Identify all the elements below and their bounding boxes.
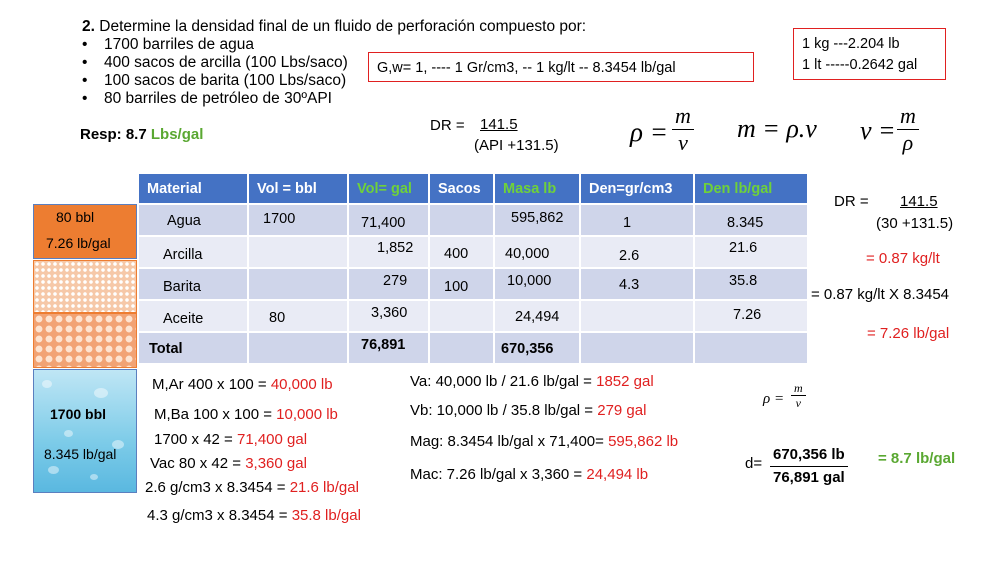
cell-material: Arcilla: [163, 247, 203, 263]
problem-item: • 400 sacos de arcilla (100 Lbs/saco): [82, 54, 586, 72]
calc-clay-mass: M,Ar 400 x 100 = 40,000 lb: [152, 376, 333, 393]
oil-density: 7.26 lb/gal: [46, 235, 111, 251]
problem-item: • 80 barriles de petróleo de 30ºAPI: [82, 90, 586, 108]
cell-den-grcm3: 2.6: [619, 248, 640, 264]
table-row: [139, 204, 808, 236]
volume-formula-lhs: v =: [860, 116, 896, 145]
small-rho-lhs: ρ =: [763, 391, 785, 407]
cell-vol-bbl: 80: [269, 310, 286, 326]
dr-calc-den: (30 +131.5): [876, 215, 954, 232]
dr-formula-label: DR =: [430, 117, 465, 134]
dr-formula-num: 141.5: [480, 116, 518, 133]
tank-clay-layer: [33, 260, 137, 313]
table-row: [139, 332, 808, 363]
cell-masa-lb: 10,000: [507, 273, 552, 289]
calc-clay-volume: Va: 40,000 lb / 21.6 lb/gal = 1852 gal: [410, 373, 654, 390]
cell-vol-gal: 1,852: [377, 240, 414, 256]
cell-sacos: 400: [444, 246, 469, 262]
oil-density-result: = 7.26 lb/gal: [867, 325, 950, 342]
calc-oil-volume: Vac 80 x 42 = 3,360 gal: [150, 455, 307, 472]
composition-table: [139, 174, 809, 363]
table-row: [139, 268, 808, 300]
water-volume: 1700 bbl: [50, 406, 107, 422]
col-header-vol-gal: Vol= gal: [348, 174, 429, 204]
cell-masa-lb: 40,000: [505, 246, 550, 262]
cell-material: Aceite: [163, 311, 204, 327]
cell-den-grcm3: 1: [623, 215, 632, 231]
final-density-den: 76,891 gal: [773, 469, 845, 486]
cell-vol-bbl: 1700: [263, 211, 296, 227]
cell-vol-gal: 71,400: [361, 215, 406, 231]
problem-item: • 100 sacos de barita (100 Lbs/saco): [82, 72, 586, 90]
cell-masa-lb: 24,494: [515, 309, 560, 325]
small-rho-den: v: [795, 396, 801, 410]
cell-den-lbgal: 35.8: [729, 273, 758, 289]
calc-water-mass: Mag: 8.3454 lb/gal x 71,400= 595,862 lb: [410, 433, 679, 450]
rho-formula-lhs: ρ =: [630, 117, 668, 147]
cell-vol-gal: 3,360: [371, 305, 408, 321]
tank-oil-layer: [33, 204, 137, 259]
dr-formula-den: (API +131.5): [474, 137, 559, 154]
cell-vol-gal: 76,891: [361, 337, 406, 353]
answer-label: Resp: 8.7: [80, 126, 147, 143]
cell-vol-gal: 279: [383, 273, 408, 289]
final-density-result: = 8.7 lb/gal: [878, 450, 956, 467]
density-conversion: = 0.87 kg/lt X 8.3454: [811, 286, 950, 303]
table-row: [139, 300, 808, 332]
oil-volume: 80 bbl: [56, 209, 95, 225]
col-header-material: Material: [139, 174, 248, 204]
cell-den-grcm3: 4.3: [619, 277, 640, 293]
cell-den-lbgal: 7.26: [733, 307, 762, 323]
tank-barite-layer: [33, 313, 137, 368]
volume-fraction-den: ρ: [902, 130, 914, 155]
problem-number: 2.: [82, 18, 95, 35]
final-density-num: 670,356 lb: [770, 444, 848, 467]
calc-oil-mass: Mac: 7.26 lb/gal x 3,360 = 24,494 lb: [410, 466, 649, 483]
rho-fraction: [672, 103, 694, 156]
volume-fraction: [897, 103, 919, 156]
cell-material: Total: [149, 341, 183, 357]
unit-conversion-lt: 1 lt -----0.2642 gal: [802, 57, 918, 73]
table-header-row: [139, 174, 808, 204]
col-header-sacos: Sacos: [429, 174, 494, 204]
problem-item: • 1700 barriles de agua: [82, 36, 586, 54]
final-density-label: d=: [745, 455, 763, 472]
calc-clay-density: 2.6 g/cm3 x 8.3454 = 21.6 lb/gal: [145, 479, 359, 496]
dr-calc-num: 141.5: [900, 193, 938, 210]
water-gravity-text: G,w= 1, ---- 1 Gr/cm3, -- 1 kg/lt -- 8.3454 lb/gal: [377, 60, 676, 76]
calc-barite-density: 4.3 g/cm3 x 8.3454 = 35.8 lb/gal: [147, 507, 361, 524]
calc-water-volume: 1700 x 42 = 71,400 gal: [154, 431, 308, 448]
mass-formula: m = ρ.v: [737, 114, 817, 143]
cell-den-lbgal: 21.6: [729, 240, 758, 256]
cell-sacos: 100: [444, 279, 469, 295]
unit-conversion-box: [793, 28, 946, 80]
cell-masa-lb: 595,862: [511, 210, 564, 226]
answer: [80, 126, 203, 143]
col-header-den-grcm3: Den=gr/cm3: [580, 174, 694, 204]
cell-material: Barita: [163, 279, 201, 295]
col-header-masa-lb: Masa lb: [494, 174, 580, 204]
water-density: 8.345 lb/gal: [44, 446, 117, 462]
rho-fraction-den: v: [678, 130, 688, 155]
table-row: [139, 236, 808, 268]
volume-fraction-num: m: [897, 103, 919, 130]
cell-den-lbgal: 8.345: [727, 215, 764, 231]
cell-masa-lb: 670,356: [501, 341, 554, 357]
col-header-vol-bbl: Vol = bbl: [248, 174, 348, 204]
dr-calc-label: DR =: [834, 193, 869, 210]
small-rho-num: m: [791, 381, 806, 396]
rho-fraction-num: m: [672, 103, 694, 130]
final-density-fraction: [770, 444, 848, 489]
col-header-den-lbgal: Den lb/gal: [694, 174, 808, 204]
cell-material: Agua: [167, 213, 201, 229]
unit-conversion-kg: 1 kg ---2.204 lb: [802, 36, 900, 52]
water-gravity-box: [368, 52, 754, 82]
small-rho-fraction: [791, 381, 806, 410]
calc-barite-mass: M,Ba 100 x 100 = 10,000 lb: [154, 406, 338, 423]
answer-unit: Lbs/gal: [150, 126, 204, 143]
tank-water-layer: [33, 369, 137, 493]
dr-result-kg: = 0.87 kg/lt: [866, 250, 940, 267]
problem-text: Determine la densidad final de un fluido de perforación compuesto por:: [99, 18, 587, 35]
calc-barite-volume: Vb: 10,000 lb / 35.8 lb/gal = 279 gal: [410, 402, 647, 419]
